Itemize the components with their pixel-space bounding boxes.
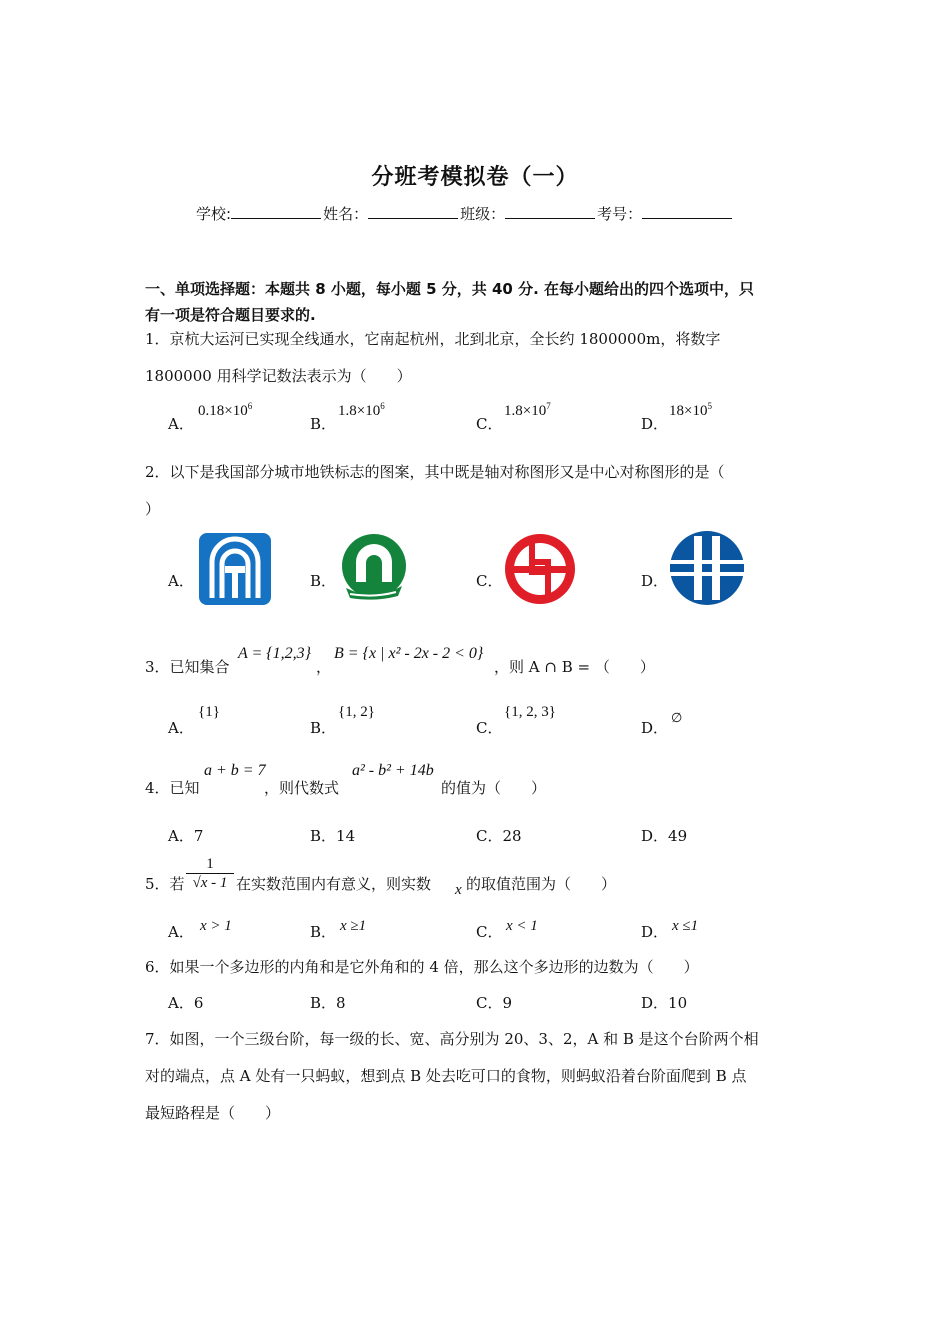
q6-stem: 6．如果一个多边形的内角和是它外角和的 4 倍，那么这个多边形的边数为（ ） [145, 958, 699, 976]
q4-d-label: D． [641, 827, 669, 845]
q4-d-value: 49 [668, 827, 688, 845]
q7-stem-line3: 最短路程是（ ） [145, 1104, 281, 1122]
metro-logo-d-icon[interactable] [668, 530, 746, 606]
q1-b-base: 1.8×10 [338, 403, 381, 419]
q1-stem-line1: 1．京杭大运河已实现全线通水，它南起杭州，北到北京，全长约 1800000m，将数字 [145, 330, 721, 348]
q2-option-a-label: A． [168, 572, 194, 590]
q7-stem-line1: 7．如图，一个三级台阶，每一级的长、宽、高分别为 20、3、2，A 和 B 是这个台阶两个相 [145, 1030, 759, 1048]
q1-a-base: 0.18×10 [198, 403, 248, 419]
q1-option-d-value[interactable] [669, 401, 712, 420]
exam-number-blank[interactable] [642, 204, 732, 219]
q4-suffix: 的值为（ ） [441, 779, 547, 797]
q4-a-label: A． [168, 827, 194, 845]
q5-option-d-label: D． [641, 923, 669, 941]
q5-suffix: 的取值范围为（ ） [466, 875, 617, 893]
q6-a-label: A． [168, 994, 194, 1012]
metro-logo-c-icon[interactable] [502, 532, 578, 606]
q1-d-base: 18×10 [669, 403, 708, 419]
q5-frac-numerator: 1 [186, 856, 234, 874]
q4-c-label: C． [476, 827, 503, 845]
exam-number-label: 考号： [597, 205, 643, 223]
q6-a-value: 6 [193, 994, 204, 1012]
q3-stem [145, 656, 230, 677]
q6-b-value: 8 [336, 994, 346, 1012]
name-label: 姓名： [323, 205, 369, 223]
student-info-line [196, 203, 734, 224]
q3-suffix: ，则 A ∩ B = （ ） [494, 658, 655, 676]
q5-option-c-value[interactable]: x < 1 [506, 918, 538, 934]
q6-c-label: C． [476, 994, 503, 1012]
metro-logo-b-icon[interactable] [336, 532, 412, 606]
q6-d-label: D． [641, 994, 669, 1012]
q5-option-d-value[interactable]: x ≤1 [672, 918, 699, 934]
q2-stem-line2: ） [145, 500, 161, 518]
q6-option-c[interactable] [476, 992, 512, 1013]
q1-option-c-label: C． [476, 415, 503, 433]
q2-option-b-label: B． [310, 572, 337, 590]
q3-option-b-value[interactable]: {1, 2} [338, 704, 375, 720]
q5-option-a-label: A． [168, 923, 194, 941]
school-blank[interactable] [231, 204, 321, 219]
q3-option-a-label: A． [168, 719, 194, 737]
q7-stem-line2: 对的端点，点 A 处有一只蚂蚁，想到点 B 处去吃可口的食物，则蚂蚁沿着台阶面爬到 B 点 [145, 1067, 747, 1085]
q2-option-c-label: C． [476, 572, 503, 590]
q5-prefix: 5．若 [145, 875, 185, 893]
q1-c-base: 1.8×10 [504, 403, 547, 419]
page-title: 分班考模拟卷（一） [371, 164, 579, 190]
q3-option-c-label: C． [476, 719, 503, 737]
q3-prefix: 3．已知集合 [145, 658, 230, 676]
q4-a-value: 7 [193, 827, 204, 845]
q3-set-b: B = {x | x² - 2x - 2 < 0} [334, 645, 484, 662]
q1-b-exp: 6 [380, 401, 385, 411]
q1-option-b-label: B． [310, 415, 337, 433]
q1-option-b-value[interactable] [338, 401, 385, 420]
q2-option-d-label: D． [641, 572, 669, 590]
metro-logo-a-icon[interactable] [198, 532, 272, 606]
q5-option-b-label: B． [310, 923, 337, 941]
q1-option-c-value[interactable] [504, 401, 551, 420]
section-header-line2: 有一项是符合题目要求的. [145, 306, 316, 324]
q6-d-value: 10 [668, 994, 688, 1012]
q6-c-value: 9 [502, 994, 513, 1012]
q4-option-b[interactable] [310, 825, 355, 846]
q5-variable: x [455, 882, 462, 898]
q3-set-a: A = {1,2,3} [238, 645, 312, 662]
q5-option-c-label: C． [476, 923, 503, 941]
q3-comma: ， [316, 658, 332, 676]
q5-mid: 在实数范围内有意义，则实数 [236, 875, 432, 893]
q4-b-value: 14 [336, 827, 356, 845]
q1-option-a-label: A． [168, 415, 194, 433]
class-label: 班级： [460, 205, 506, 223]
q3-option-b-label: B． [310, 719, 337, 737]
q1-d-exp: 5 [707, 401, 712, 411]
q5-frac-denominator: √x - 1 [192, 875, 228, 891]
q4-expression: a² - b² + 14b [352, 762, 434, 779]
q4-option-c[interactable] [476, 825, 522, 846]
q4-condition: a + b = 7 [204, 762, 266, 779]
q1-option-d-label: D． [641, 415, 669, 433]
q4-option-a[interactable] [168, 825, 203, 846]
q4-b-label: B． [310, 827, 337, 845]
name-blank[interactable] [368, 204, 458, 219]
q3-option-d-value[interactable]: ∅ [671, 710, 683, 725]
q1-stem-line2: 1800000 用科学记数法表示为（ ） [145, 367, 412, 385]
q4-mid: ，则代数式 [264, 779, 340, 797]
q6-option-d[interactable] [641, 992, 687, 1013]
q1-c-exp: 7 [546, 401, 551, 411]
q5-option-a-value[interactable]: x > 1 [200, 918, 232, 934]
q3-option-d-label: D． [641, 719, 669, 737]
q5-option-b-value[interactable]: x ≥1 [340, 918, 367, 934]
q2-stem-line1: 2．以下是我国部分城市地铁标志的图案，其中既是轴对称图形又是中心对称图形的是（ [145, 463, 725, 481]
school-label: 学校: [196, 205, 232, 223]
q6-b-label: B． [310, 994, 337, 1012]
q4-option-d[interactable] [641, 825, 687, 846]
q1-option-a-value[interactable] [198, 401, 252, 420]
q4-prefix: 4．已知 [145, 779, 200, 797]
q4-c-value: 28 [502, 827, 522, 845]
q3-option-c-value[interactable]: {1, 2, 3} [504, 704, 556, 720]
q5-fraction [186, 856, 234, 892]
q3-option-a-value[interactable]: {1} [198, 704, 220, 720]
q6-option-b[interactable] [310, 992, 346, 1013]
q6-option-a[interactable] [168, 992, 203, 1013]
section-header-line1: 一、单项选择题：本题共 8 小题，每小题 5 分，共 40 分. 在每小题给出的四个选项中，只 [145, 280, 755, 298]
class-blank[interactable] [505, 204, 595, 219]
q1-a-exp: 6 [247, 401, 253, 411]
